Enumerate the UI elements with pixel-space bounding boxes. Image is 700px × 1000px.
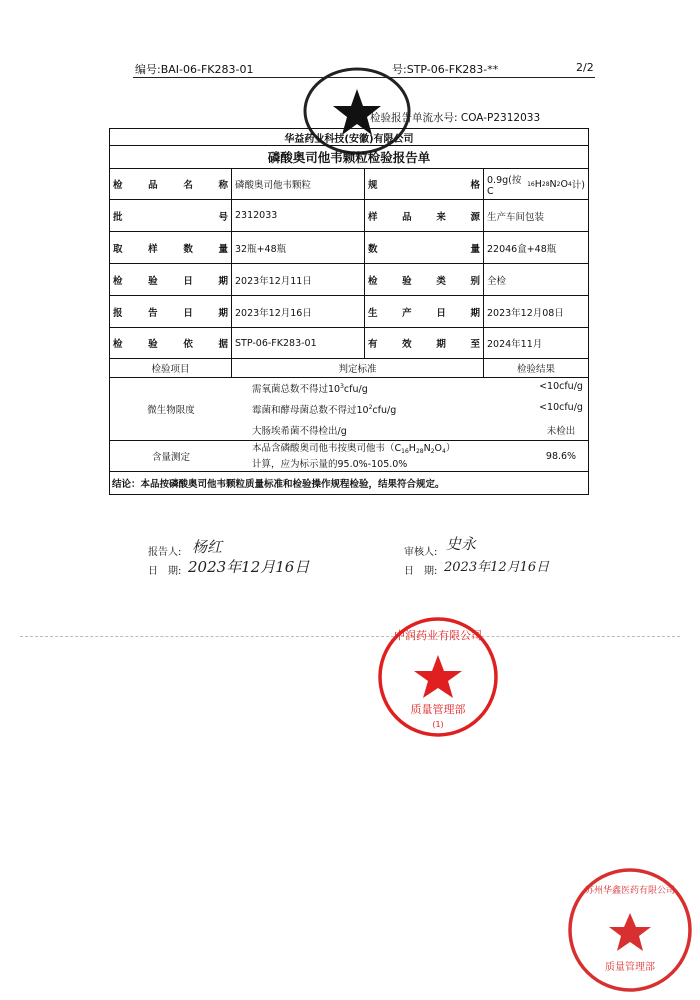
table-row <box>110 232 588 264</box>
label-batch: 批 号 <box>110 200 232 231</box>
assay-standard <box>232 441 484 471</box>
standard-text: 霉菌和酵母菌总数不得过10 <box>252 404 369 416</box>
exponent: 3 <box>340 383 344 391</box>
standard-text: 大肠埃希菌不得检出/g <box>252 425 347 437</box>
standard-text: 需氧菌总数不得过10 <box>252 384 341 396</box>
test-date: 2023年12月11日 <box>232 264 365 295</box>
label-test-basis: 检 验 依 据 <box>110 328 232 358</box>
reporter-date-label: 日 期: <box>148 566 182 577</box>
test-type: 全检 <box>487 275 507 287</box>
result-value: <10cfu/g <box>539 401 583 413</box>
corner-seal-icon <box>565 865 695 995</box>
label-report-date: 报 告 日 期 <box>110 296 232 327</box>
label-test-date: 检 验 日 期 <box>110 264 232 295</box>
result-value: <10cfu/g <box>539 381 583 393</box>
table-row <box>110 200 588 232</box>
reviewer-date: 2023年12月16日 <box>444 560 550 575</box>
svg-text:质量管理部: 质量管理部 <box>410 703 466 716</box>
quantity: 22046盒+48瓶 <box>487 243 557 255</box>
page-number: 2/2 <box>576 61 594 74</box>
table-row <box>110 328 588 359</box>
quality-dept-seal-icon <box>374 613 502 741</box>
assay-line-2: 计算，应为标示量的95.0%-105.0% <box>252 458 408 470</box>
svg-text:中润药业有限公司: 中润药业有限公司 <box>394 629 482 642</box>
list-item <box>232 402 588 416</box>
result-value: 未检出 <box>546 425 576 437</box>
document-code: 编号:BAI-06-FK283-01 <box>135 63 254 76</box>
svg-text:(1): (1) <box>432 720 444 729</box>
standard-code: 号:STP-06-FK283-** <box>392 63 499 76</box>
label-production-date: 生 产 日 期 <box>365 296 484 327</box>
assay-label: 含量测定 <box>151 452 190 463</box>
reporter-date: 2023年12月16日 <box>188 558 310 576</box>
sample-source: 生产车间包装 <box>487 211 545 223</box>
label-quantity: 数 量 <box>365 232 484 263</box>
company-name: 华益药业科技(安徽)有限公司 <box>110 129 588 146</box>
reviewer-signature: 史永 <box>446 535 477 553</box>
reviewer-label: 审核人: <box>404 547 438 558</box>
reporter-label: 报告人: <box>148 547 182 558</box>
micro-lines <box>232 378 588 440</box>
test-basis: STP-06-FK283-01 <box>232 328 365 358</box>
production-date: 2023年12月08日 <box>487 307 564 319</box>
reporter-signature: 杨红 <box>192 538 223 556</box>
report-title: 磷酸奥司他韦颗粒检验报告单 <box>110 146 588 169</box>
table-header-row <box>110 359 588 378</box>
report-date: 2023年12月16日 <box>232 296 365 327</box>
header-test-item: 检验项目 <box>110 359 232 377</box>
serial-number: 检验报告单流水号: COA-P2312033 <box>370 112 541 124</box>
spec-value: 0.9g(按C 16 H 28 N 2 O 4 计) <box>487 174 585 197</box>
table-row <box>110 169 588 200</box>
table-row <box>110 296 588 328</box>
table-row <box>110 441 588 472</box>
label-expiry: 有 效 期 至 <box>365 328 484 358</box>
reviewer-date-label: 日 期: <box>404 566 438 577</box>
label-test-type: 检 验 类 别 <box>365 264 484 295</box>
assay-line-1: 本品含磷酸奥司他韦按奥司他韦$(C_{16}H_{28}N_2O_4)$ <box>252 442 456 455</box>
header-result: 检验结果 <box>516 364 555 375</box>
assay-result: 98.6% <box>545 450 577 462</box>
inspection-report-table <box>109 128 589 495</box>
expiry-date: 2024年11月 <box>487 339 543 350</box>
table-row <box>110 378 588 441</box>
conclusion: 结论：本品按磷酸奥司他韦颗粒质量标准和检验操作规程检验，结果符合规定。 <box>112 479 445 490</box>
sample-quantity: 32瓶+48瓶 <box>232 232 365 263</box>
batch-number: 2312033 <box>232 200 365 231</box>
list-item <box>232 381 588 395</box>
micro-label: 微生物限度 <box>147 405 195 416</box>
label-sample-qty: 取 样 数 量 <box>110 232 232 263</box>
exponent: 2 <box>368 403 373 411</box>
svg-text:苏州华鑫医药有限公司: 苏州华鑫医药有限公司 <box>584 886 676 896</box>
product-name: 磷酸奥司他韦颗粒 <box>232 169 365 199</box>
header-standard: 判定标准 <box>232 359 484 377</box>
label-spec: 规 格 <box>365 169 484 199</box>
list-item <box>232 423 588 437</box>
table-row <box>110 264 588 296</box>
fold-line <box>20 636 680 637</box>
unit: cfu/g <box>343 384 368 396</box>
svg-text:质量管理部: 质量管理部 <box>605 962 655 973</box>
unit: cfu/g <box>372 404 397 416</box>
label-sample-source: 样 品 来 源 <box>365 200 484 231</box>
label-product-name: 检 品 名 称 <box>110 169 232 199</box>
